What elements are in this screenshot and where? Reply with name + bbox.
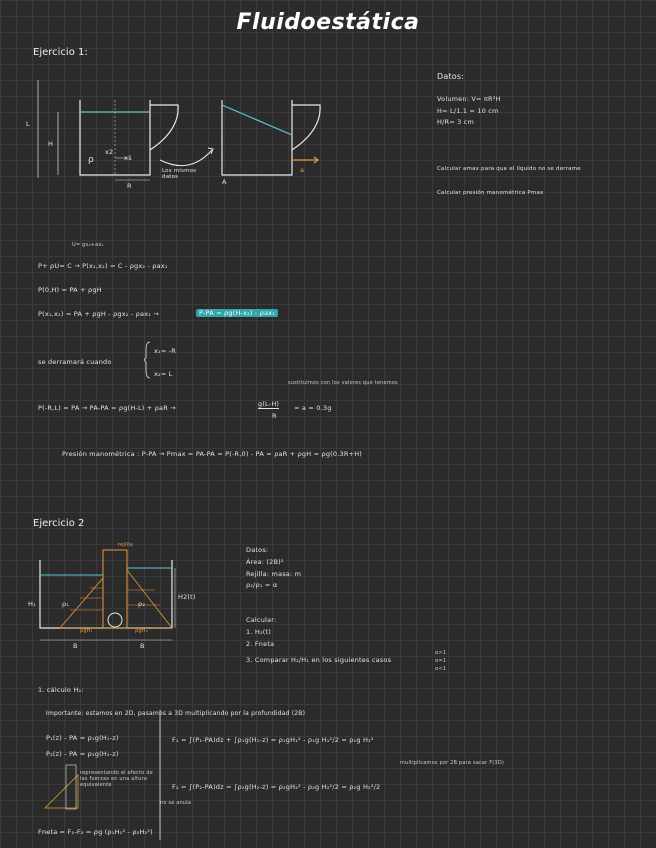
label-rejilla: rejilla [118,542,134,548]
amax-result: = a = 0.3g [294,404,332,412]
eq3-highlight: P-PA = ρg(H-x₂) - ρax₁ [196,309,278,317]
label-rho2: ρ₂ [138,600,146,608]
pman-eq: Presión manométrica : P-PA → Pmax = PA-PA = P(-R,0) - PA = ρaR + ρgH = ρg(0.3R+H) [62,450,363,458]
amax-denominator: R [272,412,277,420]
cond-x2: x₂= L [154,370,173,378]
label-rho: ρ [88,155,94,165]
calcular1-amax: Calcular amax para que el líquido no se derrame [437,166,581,172]
label-H2: H2(t) [178,593,196,601]
representation-note: representando el efecto de las fuerzas en una altura equivalente [80,770,153,788]
datos2-mass: Rejilla: masa: m [246,570,302,578]
case-lt: α<1 [435,666,447,672]
derrama-text: se derramará cuando [38,358,112,366]
same-data-note: Los mismos datos [162,168,197,180]
potential-note: U= gx₂+ax₁ [72,242,104,248]
exercise1-heading: Ejercicio 1: [33,47,88,58]
force1: F₁ = ∫(P₁-PA)dz + ∫ρ₁g(H₁-z) = ρ₁gH₁² - ρ₁g H₁²/2 = ρ₁g H₁² [172,736,374,744]
label-B1: B [73,642,78,650]
datos1-heading: Datos: [437,72,465,81]
label-A: A [222,178,227,186]
not-cancel-note: no se anula [160,800,192,806]
datos1-ratio: H/R= 3 cm [437,118,475,126]
exercise2-heading: Ejercicio 2 [33,518,85,529]
amax-numerator: g(L-H) [258,400,280,408]
datos2-area: Área: (2B)² [246,558,284,566]
multiply-note: multiplicamos por 2B para sacar F(3D) [400,760,505,766]
force2: F₂ = ∫(P₂-PA)dz = ∫ρ₂g(H₂-z) = ρ₂gH₂² - ρ₂g H₂²/2 = ρ₂g H₂²/2 [172,783,381,791]
eq3: P(x₁,x₂) = PA + ρgH - ρgx₂ - ρax₁ → [38,310,159,318]
label-L: L [26,120,30,128]
label-H1: H₁ [28,600,36,608]
label-B2: B [140,642,145,650]
calcular2-h2: 1. H₂(t) [246,628,271,636]
label-rho1: ρ₁ [62,600,70,608]
label-p1: ρgH₁ [80,628,93,634]
calcular2-compare: 3. Comparar H₂/H₁ en los siguientes casos [246,656,392,664]
datos1-volume: Volumen: V= πR²H [437,95,501,103]
datos2-heading: Datos: [246,546,269,554]
datos2-ratio: ρ₂/ρ₁ = α [246,581,278,589]
datos1-h: H= L/1.1 = 10 cm [437,107,499,115]
label-accel: a [300,166,305,174]
pressure2: P₂(z) - PA = ρ₂g(H₂-z) [46,750,119,758]
case-gt: α>1 [435,650,447,656]
cond-x1: x₁= -R [154,347,177,355]
pressure1: P₁(z) - PA = ρ₁g(H₁-z) [46,734,119,742]
label-R: R [127,182,132,190]
label-x1: x1 [124,154,133,162]
case-eq: α=1 [435,658,447,664]
label-p2: ρgH₂ [135,628,148,634]
eq1: P+ ρU= C → P(x₁,x₂) = C - ρgx₂ - ρax₁ [38,262,168,270]
amax-note: sustituimos con los valores que tenemos [288,380,398,386]
calcular2-fneta: 2. Fneta [246,640,275,648]
net-force: Fneta = F₁-F₂ = ρg (ρ₁H₁² - ρ₂H₂²) [38,828,153,836]
step1-heading: 1. cálculo H₂: [38,686,84,694]
important-note: Importante: estamos en 2D, pasamos a 3D multiplicando por la profundidad (2B) [46,710,306,717]
amax-eq: P(-R,L) = PA → PA-PA = ρg(H-L) + ρaR → [38,404,176,412]
label-H: H [48,140,54,148]
calcular1-pmax: Calcular presión manométrica Pmax [437,190,544,196]
label-x2: x2 [105,148,114,156]
eq2: P(0,H) = PA + ρgH [38,286,102,294]
page-title: Fluidoestática [236,10,420,35]
calcular2-heading: Calcular: [246,616,277,624]
